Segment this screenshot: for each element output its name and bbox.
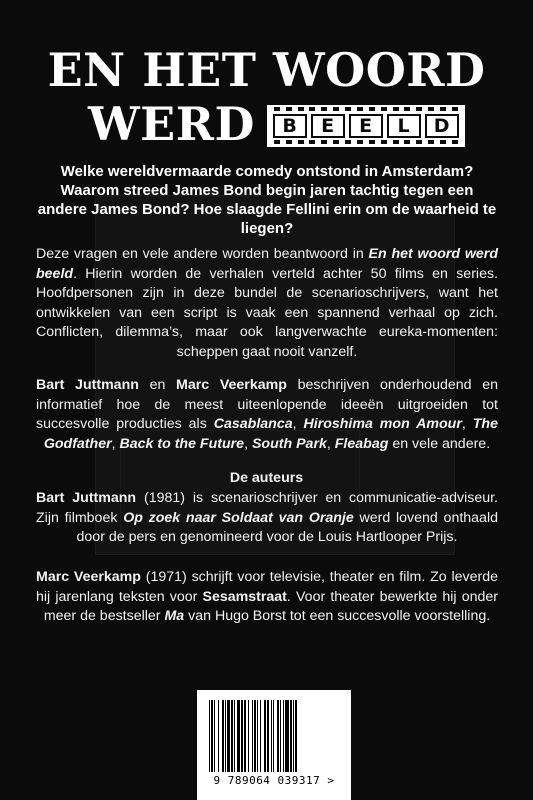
film-title: South Park <box>251 435 327 452</box>
author-name: Marc Veerkamp <box>36 569 141 585</box>
film-perforations-bottom <box>267 140 465 145</box>
film-frames <box>273 114 459 138</box>
film-frame-letter: E <box>311 114 345 138</box>
author-bio-bart: Bart Juttmann (1981) is scenarioschrijver en communicatie-adviseur. Zijn filmboek Op zoek naar Soldaat van Oranje werd lovend onthaald door de pers en genomineerd voor de Louis Hartlooper Prijs. <box>36 490 499 545</box>
author-name: Marc Veerkamp <box>176 377 287 393</box>
book-title-line1: EN HET WOORD <box>47 43 486 97</box>
film-frame-letter: L <box>387 114 421 138</box>
author-name: Bart Juttmann <box>36 490 137 506</box>
isbn-number: 9 789064 039317 > <box>213 774 335 787</box>
film-frame-letter: D <box>425 114 459 138</box>
lead-questions: Welke wereldvermaarde comedy ontstond in Amsterdam? Waarom streed James Bond begin jaren tachtig tegen een andere James Bond? Hoe slaagde Fellini erin om de waarheid te liegen? <box>37 163 497 237</box>
title-word-werd: WERD <box>88 97 255 151</box>
authors-paragraph: Bart Juttmann en Marc Veerkamp beschrijven onderhoudend en informatief hoe de meest uiteenlopende ideeën uitgroeiden tot succesvolle producties als Casablanca, Hiroshima mon Amour, The Godfather, Back to the Future, South Park, Fleabag en vele andere. <box>36 377 498 452</box>
author-bio-marc: Marc Veerkamp (1971) schrijft voor televisie, theater en film. Zo leverde hij jarenlang teksten voor Sesamstraat. Voor theater bewerkte hij onder meer de bestseller Ma van Hugo Borst tot een succesvolle voorstelling. <box>36 569 498 624</box>
film-title: Hiroshima mon Amour <box>303 416 462 432</box>
show-title: Sesamstraat <box>202 588 287 605</box>
film-title: Back to the Future <box>119 435 245 452</box>
book-title-ref: Ma <box>164 608 185 624</box>
book-title-ref: En het woord werd beeld <box>36 246 498 282</box>
film-title: Casablanca <box>213 416 293 432</box>
intro-paragraph: Deze vragen en vele andere worden beantwoord in En het woord werd beeld. Hierin worden de verhalen verteld achter 50 films en series. Hoofdpersonen zijn in deze bundel de scenarioschrijvers, want het ontwikkelen van een script is vaak een spannend verhaal op zich. Conflicten, dilemma’s, maar ook langverwachte eureka-momenten: scheppen gaat nooit vanzelf. <box>36 246 498 360</box>
isbn-barcode <box>197 690 351 800</box>
film-strip-logo <box>267 105 465 147</box>
film-frame-letter: B <box>273 114 307 138</box>
film-title: Fleabag <box>334 435 389 452</box>
film-title: The Godfather <box>43 416 498 452</box>
barcode-bar <box>295 700 297 772</box>
barcode-bars <box>209 700 339 772</box>
authors-heading: De auteurs <box>229 470 304 486</box>
film-frame-letter: E <box>349 114 383 138</box>
author-name: Bart Juttmann <box>36 377 139 393</box>
film-perforations-top <box>267 107 465 112</box>
book-title-ref: Op zoek naar Soldaat van Oranje <box>123 509 354 526</box>
book-title-line2 <box>88 97 465 151</box>
